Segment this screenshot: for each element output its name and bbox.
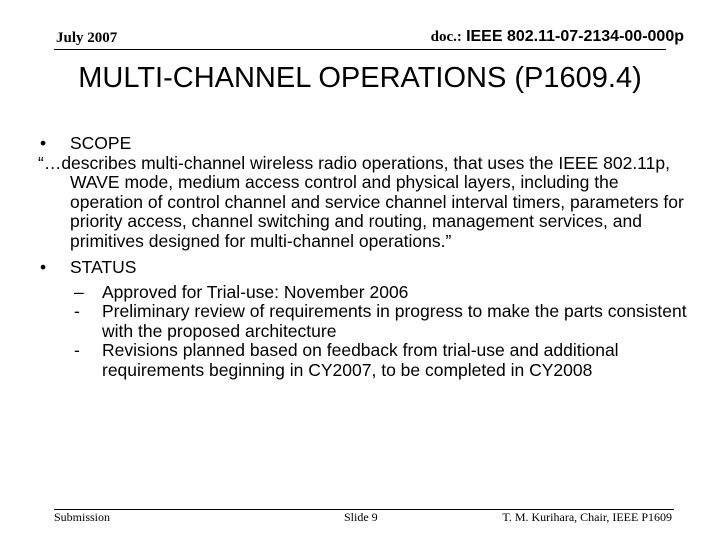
sub-bullet-marker: - xyxy=(74,340,80,360)
footer-slide-number: Slide 9 xyxy=(344,510,378,524)
header-divider xyxy=(54,49,666,50)
bullet-marker: • xyxy=(40,257,47,277)
status-item-text: Preliminary review of requirements in progress to make the parts consistent with the proposed architecture xyxy=(102,301,687,341)
doc-number: IEEE 802.11-07-2134-00-000p xyxy=(466,28,684,45)
header-doc-id xyxy=(431,28,684,46)
slide-title: MULTI-CHANNEL OPERATIONS (P1609.4) xyxy=(78,62,642,94)
scope-heading: SCOPE xyxy=(70,133,132,153)
doc-label: doc.: xyxy=(430,29,462,45)
footer-author: T. M. Kurihara, Chair, IEEE P1609 xyxy=(502,510,672,524)
status-heading: STATUS xyxy=(70,257,137,277)
scope-quote: “…describes multi-channel wireless radio operations, that uses the IEEE 802.11p, WAVE mode, medium access control and physical layers, including the operation of control channel and service channel interval timers, parameters for priority access, channel switching and routing, management services, and primitives designed for multi-channel operations.” xyxy=(38,152,684,251)
status-item xyxy=(38,302,688,341)
status-item-text: Approved for Trial-use: November 2006 xyxy=(102,281,409,302)
sub-bullet-marker: – xyxy=(74,281,84,302)
bullet-marker: • xyxy=(40,133,47,153)
status-item xyxy=(38,341,688,380)
status-item xyxy=(38,283,688,303)
bullet-status xyxy=(38,258,688,278)
footer-submission: Submission xyxy=(54,510,111,524)
status-item-text: Revisions planned based on feedback from trial-use and additional requirements beginning in CY2007, to be completed in CY2008 xyxy=(102,340,619,380)
slide-body xyxy=(38,134,688,380)
bullet-scope xyxy=(38,134,688,154)
header-date: July 2007 xyxy=(56,30,118,46)
sub-bullet-marker: - xyxy=(74,301,80,321)
